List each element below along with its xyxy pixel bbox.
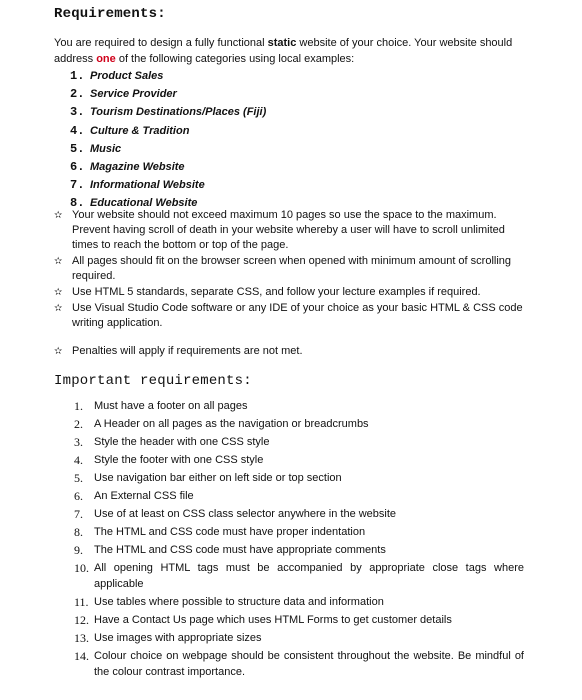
requirement-number: 3.	[74, 435, 83, 449]
requirement-item	[74, 524, 524, 540]
requirement-item	[74, 648, 524, 680]
category-item	[70, 67, 266, 85]
requirement-text: The HTML and CSS code must have appropriate comments	[94, 544, 386, 556]
requirement-text: Have a Contact Us page which uses HTML Forms to get customer details	[94, 614, 452, 626]
requirement-text: Use images with appropriate sizes	[94, 632, 262, 644]
category-item	[70, 85, 266, 103]
intro-text-2: website of your choice. Your website should address	[54, 37, 513, 65]
category-number: 6.	[70, 159, 85, 174]
category-number: 7.	[70, 178, 85, 193]
requirement-number: 10.	[74, 561, 89, 575]
requirement-item	[74, 452, 524, 468]
guideline-item	[54, 301, 524, 331]
requirement-item	[74, 470, 524, 486]
category-number: 8.	[70, 196, 85, 211]
requirement-item	[74, 416, 524, 432]
requirement-item	[74, 560, 524, 592]
star-bullet-icon: ✫	[54, 303, 63, 314]
category-label: Educational Website	[90, 197, 198, 210]
requirement-text: Style the header with one CSS style	[94, 436, 270, 448]
intro-paragraph	[54, 35, 524, 67]
category-label: Culture & Tradition	[90, 124, 190, 137]
intro-red-one: one	[96, 53, 116, 65]
intro-text-1: You are required to design a fully functional	[54, 37, 268, 49]
category-number: 1.	[70, 69, 85, 83]
category-number: 2.	[70, 87, 85, 102]
category-label: Service Provider	[90, 88, 177, 101]
guideline-bullet-list	[54, 208, 524, 332]
star-bullet-icon: ✫	[54, 346, 63, 357]
requirement-number: 8.	[74, 525, 83, 539]
category-number: 5.	[70, 141, 85, 156]
star-bullet-icon: ✫	[54, 256, 63, 267]
requirement-text: All opening HTML tags must be accompanied by appropriate close tags where applicable	[94, 562, 524, 590]
guideline-item	[54, 254, 524, 284]
penalty-note	[54, 344, 524, 359]
requirement-number: 12.	[74, 613, 89, 627]
guideline-text: Use Visual Studio Code software or any IDE of your choice as your basic HTML & CSS code writing application.	[72, 302, 523, 329]
requirement-text: Use of at least on CSS class selector anywhere in the website	[94, 508, 397, 520]
requirement-number: 2.	[74, 417, 83, 431]
requirement-text: A Header on all pages as the navigation or breadcrumbs	[94, 418, 369, 430]
guideline-item	[54, 285, 524, 300]
requirement-item	[74, 506, 524, 522]
category-label: Tourism Destinations/Places (Fiji)	[90, 106, 267, 119]
requirement-text: An External CSS file	[94, 490, 194, 502]
requirement-number: 13.	[74, 631, 89, 645]
category-item	[70, 140, 266, 158]
requirement-number: 4.	[74, 453, 83, 467]
category-number: 3.	[70, 105, 85, 120]
star-bullet-icon: ✫	[54, 210, 63, 221]
requirements-heading: Requirements:	[54, 6, 166, 22]
intro-bold-static: static	[267, 37, 297, 49]
requirement-text: Colour choice on webpage should be consistent throughout the website. Be mindful of the colour contrast importance.	[94, 650, 524, 678]
requirement-text: Style the footer with one CSS style	[94, 454, 264, 466]
requirement-item	[74, 398, 524, 414]
requirement-number: 14.	[74, 649, 89, 663]
guideline-text: All pages should fit on the browser screen when opened with minimum amount of scrolling required.	[72, 255, 512, 282]
category-item	[70, 158, 266, 176]
requirement-item	[74, 434, 524, 450]
requirement-text: Must have a footer on all pages	[94, 400, 248, 412]
requirement-item	[74, 488, 524, 504]
category-item	[70, 103, 266, 121]
requirement-number: 7.	[74, 507, 83, 521]
requirement-text: Use navigation bar either on left side or top section	[94, 472, 342, 484]
penalty-item	[54, 344, 524, 359]
category-item	[70, 122, 266, 140]
requirement-item	[74, 612, 524, 628]
requirement-number: 5.	[74, 471, 83, 485]
requirement-item	[74, 630, 524, 646]
penalty-text: Penalties will apply if requirements are not met.	[72, 345, 303, 357]
category-list	[70, 67, 266, 213]
category-label: Informational Website	[90, 179, 205, 192]
requirement-text: The HTML and CSS code must have proper indentation	[94, 526, 366, 538]
category-label: Magazine Website	[90, 160, 185, 173]
requirement-number: 9.	[74, 543, 83, 557]
requirement-item	[74, 594, 524, 610]
guideline-item	[54, 208, 524, 253]
category-number: 4.	[70, 123, 85, 138]
star-bullet-icon: ✫	[54, 287, 63, 298]
category-label: Music	[90, 142, 122, 155]
guideline-text: Use HTML 5 standards, separate CSS, and follow your lecture examples if required.	[72, 286, 481, 298]
requirement-item	[74, 542, 524, 558]
intro-text-3: of the following categories using local examples:	[115, 53, 355, 65]
category-item	[70, 176, 266, 194]
important-requirements-heading: Important requirements:	[54, 373, 252, 389]
requirement-number: 1.	[74, 399, 83, 413]
guideline-text: Your website should not exceed maximum 10 pages so use the space to the maximum. Prevent having scroll of death in your website whereby a user will have to scroll unlimited times to reach the bottom or top of the page.	[72, 209, 505, 251]
requirement-number: 11.	[74, 595, 89, 609]
category-label: Product Sales	[90, 70, 164, 82]
requirement-text: Use tables where possible to structure data and information	[94, 596, 384, 608]
important-requirements-list	[74, 398, 524, 682]
requirement-number: 6.	[74, 489, 83, 503]
